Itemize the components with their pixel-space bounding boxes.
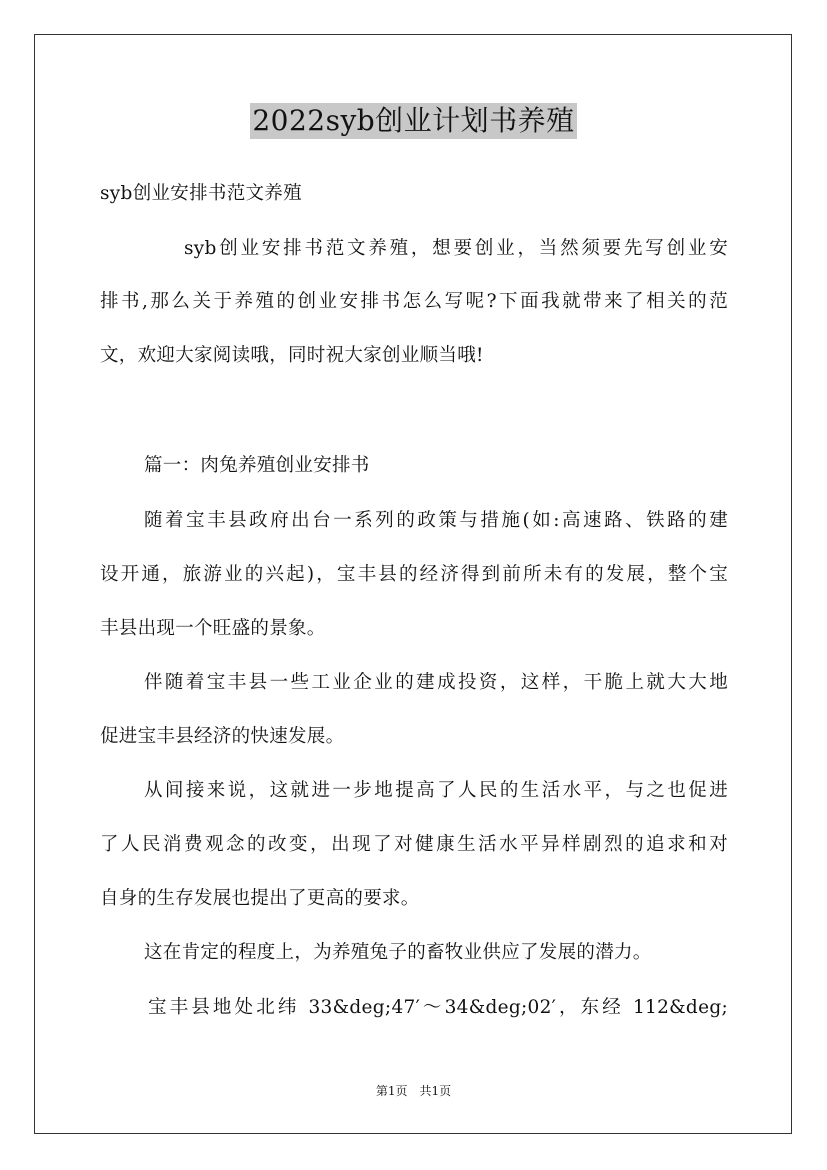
paragraph-line: 从间接来说，这就进一步地提高了人民的生活水平，与之也促进	[144, 780, 728, 801]
paragraph-line: 文，欢迎大家阅读哦，同时祝大家创业顺当哦!	[100, 345, 484, 366]
document-title: 2022syb创业计划书养殖	[252, 104, 575, 137]
page-number-footer: 第1页 共1页	[375, 1084, 452, 1098]
paragraph-line: 丰县出现一个旺盛的景象。	[100, 618, 326, 639]
paragraph-line: 伴随着宝丰县一些工业企业的建成投资，这样，干脆上就大大地	[144, 672, 728, 693]
section-heading: 篇一：肉兔养殖创业安排书	[144, 455, 370, 476]
paragraph-line: 设开通，旅游业的兴起)，宝丰县的经济得到前所未有的发展，整个宝	[100, 564, 728, 585]
paragraph-line: 随着宝丰县政府出台一系列的政策与措施(如:高速路、铁路的建	[144, 510, 728, 531]
paragraph-line: syb创业安排书范文养殖，想要创业，当然须要先写创业安	[184, 238, 728, 259]
title-container	[0, 103, 827, 139]
paragraph-line: 宝丰县地处北纬 33&deg;47′～34&deg;02′，东经 112&deg;	[148, 997, 728, 1018]
paragraph-line: 自身的生存发展也提出了更高的要求。	[100, 888, 420, 909]
paragraph-line: 促进宝丰县经济的快速发展。	[100, 726, 345, 747]
subtitle: syb创业安排书范文养殖	[100, 183, 302, 204]
paragraph-line: 这在肯定的程度上，为养殖兔子的畜牧业供应了发展的潜力。	[144, 942, 652, 963]
paragraph-line: 排书,那么关于养殖的创业安排书怎么写呢?下面我就带来了相关的范	[100, 291, 728, 312]
paragraph-line: 了人民消费观念的改变，出现了对健康生活水平异样剧烈的追求和对	[100, 834, 728, 855]
